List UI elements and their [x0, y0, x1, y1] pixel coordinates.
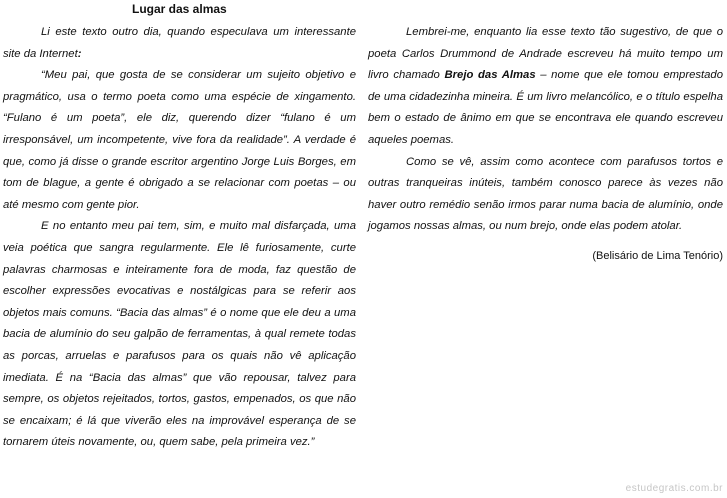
paragraph-quote-2: E no entanto meu pai tem, sim, e muito mal disfarçada, uma veia poética que sangra regularmente. Ele lê furiosamente, curte palavras charmosas e inteiramente fora de moda, faz questão de escolher expressões evocativas e nostálgicas para se referir aos objetos mais comuns. “Bacia das almas” é o nome que ele deu a uma bacia de alumínio do seu galpão de ferramentas, à qual remete todas as porcas, arruelas e parafusos para os quais não vê aplicação imediata. É na “Bacia das almas” que vão repousar, talvez para sempre, os objetos rejeitados, tortos, gastos, empenados, os que não se encaixam; é lá que viverão eles na improvável esperança de se tornarem úteis novamente, ou, quem sabe, pela primeira vez.” — [3, 220, 356, 449]
left-column — [3, 22, 356, 454]
intro-text: Li este texto outro dia, quando especulava um interessante site da Internet — [3, 26, 356, 60]
drummond-text-start: Lembrei-me, enquanto lia esse texto tão sugestivo, de que o poeta Carlos Drummond de Andrade escreveu há muito tempo um livro chamado — [368, 26, 723, 82]
author-credit: (Belisário de Lima Tenório) — [592, 249, 723, 262]
book-title: Brejo das Almas — [444, 69, 536, 82]
site-watermark: estudegratis.com.br — [625, 483, 723, 494]
right-column — [368, 22, 723, 268]
intro-colon: : — [77, 47, 82, 60]
paragraph-quote-1: “Meu pai, que gosta de se considerar um sujeito objetivo e pragmático, usa o termo poeta como uma espécie de xingamento. “Fulano é um poeta”, ele diz, querendo dizer “fulano é um irresponsável, um incompetente, vive fora da realidade”. A verdade é que, como já disse o grande escritor argentino Jorge Luis Borges, em tom de blague, a gente é obrigado a se relacionar com poetas – ou até mesmo com gente pior. — [3, 69, 356, 211]
text-title: Lugar das almas — [132, 2, 227, 16]
paragraph-intro — [3, 22, 356, 65]
drummond-text-end: – nome que ele tomou emprestado de uma cidadezinha mineira. É um livro melancólico, e o título espelha bem o estado de ânimo em que se encontrava ele quando escreveu aqueles poemas. — [368, 69, 723, 146]
paragraph-conclusion: Como se vê, assim como acontece com parafusos tortos e outras tranqueiras inúteis, também conosco parece às vezes não haver outro remédio senão irmos parar numa bacia de alumínio, onde jogamos nossas almas, ou num brejo, onde elas podem atolar. — [368, 155, 723, 233]
paragraph-drummond — [368, 22, 723, 152]
